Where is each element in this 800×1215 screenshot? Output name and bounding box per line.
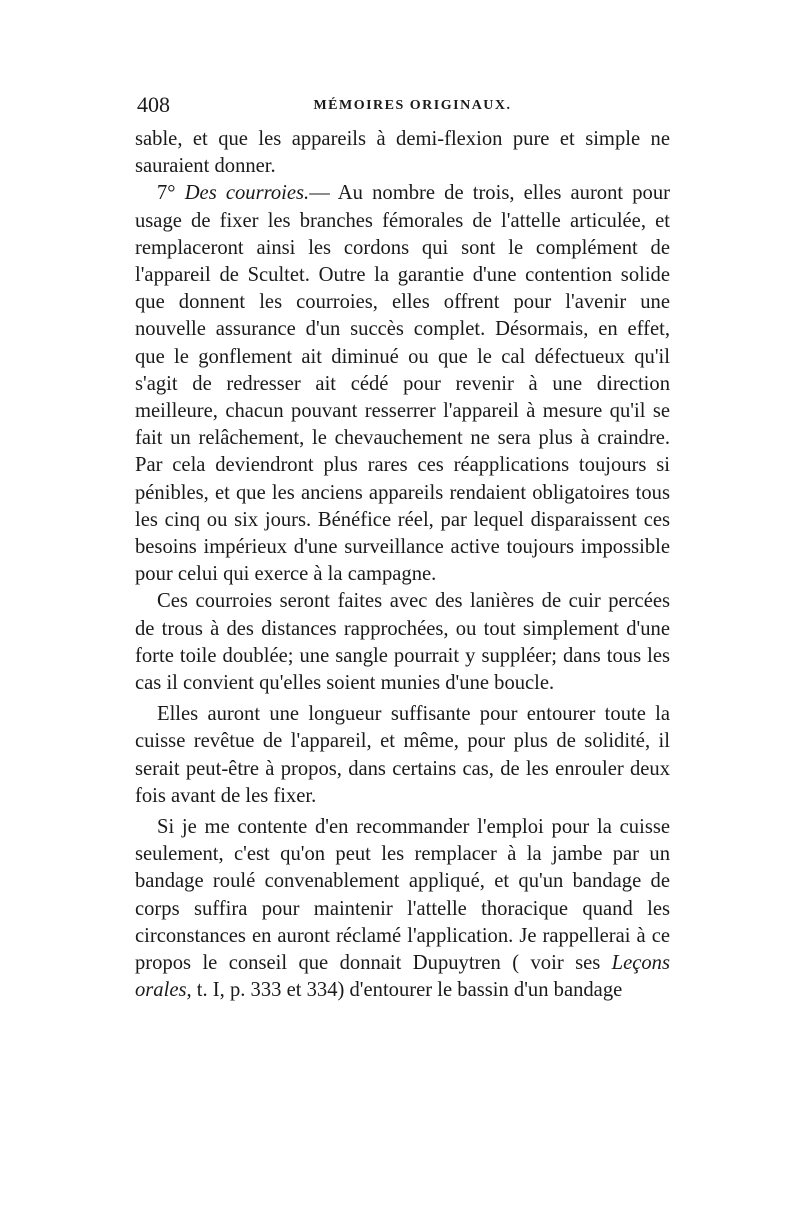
- paragraph-1: [135, 126, 670, 180]
- page-header: [135, 92, 670, 126]
- paragraph-1-text: sable, et que les appareils à demi-flexion pure et simple ne sauraient donner.: [135, 128, 670, 178]
- paragraph-2: [135, 180, 670, 588]
- document-page: [135, 92, 670, 1005]
- paragraph-5: [135, 814, 670, 1004]
- paragraph-3: [135, 588, 670, 697]
- paragraph-5-text-b: , t. I, p. 333 et 334) d'entourer le bassin d'un bandage: [186, 979, 623, 1002]
- section-title: Des courroies.: [184, 182, 310, 205]
- body-text: [135, 126, 670, 1005]
- cited-work-title: Leçons orales: [135, 952, 670, 1002]
- paragraph-2-text: — Au nombre de trois, elles auront pour usage de fixer les branches fémorales de l'attelle articulée, et remplaceront ainsi les cordons qui sont le complément de l'appareil de Scultet. Outre la garantie d'une contention solide que donnent les courroies, elles offrent pour l'avenir une nouvelle assurance d'un succès complet. Désormais, en effet, que le gonflement ait diminué ou que le cal défectueux qu'il s'agit de redresser ait cédé pour revenir à une direction meilleure, chacun pouvant resserrer l'appareil à mesure qu'il se fait un relâchement, le chevauchement ne sera plus à craindre. Par cela deviendront plus rares ces réapplications toujours si pénibles, et que les anciens appareils rendaient obligatoires tous les cinq ou six jours. Bénéfice réel, par lequel disparaissent ces besoins impérieux d'une surveillance active toujours impossible pour celui qui exerce à la campagne.: [135, 182, 671, 586]
- paragraph-3-text: Ces courroies seront faites avec des lanières de cuir percées de trous à des distances rapprochées, ou tout simplement d'une forte toile doublée; une sangle pourrait y suppléer; dans tous les cas il convient qu'elles soient munies d'une boucle.: [135, 590, 670, 695]
- section-number: 7°: [157, 182, 185, 205]
- page-number: 408: [137, 92, 170, 117]
- paragraph-4: [135, 701, 670, 810]
- paragraph-4-text: Elles auront une longueur suffisante pour entourer toute la cuisse revêtue de l'appareil, et même, pour plus de solidité, il serait peut-être à propos, dans certains cas, de les enrouler deux fois avant de les fixer.: [135, 703, 670, 807]
- running-title: MÉMOIRES ORIGINAUX.: [313, 98, 512, 113]
- paragraph-5-text-a: Si je me contente d'en recommander l'emploi pour la cuisse seulement, c'est qu'on peut les remplacer à la jambe par un bandage roulé convenablement appliqué, et qu'un bandage de corps suffira pour maintenir l'attelle thoracique quand les circonstances en auront réclamé l'application. Je rappellerai à ce propos le conseil que donnait Dupuytren ( voir ses: [135, 816, 670, 975]
